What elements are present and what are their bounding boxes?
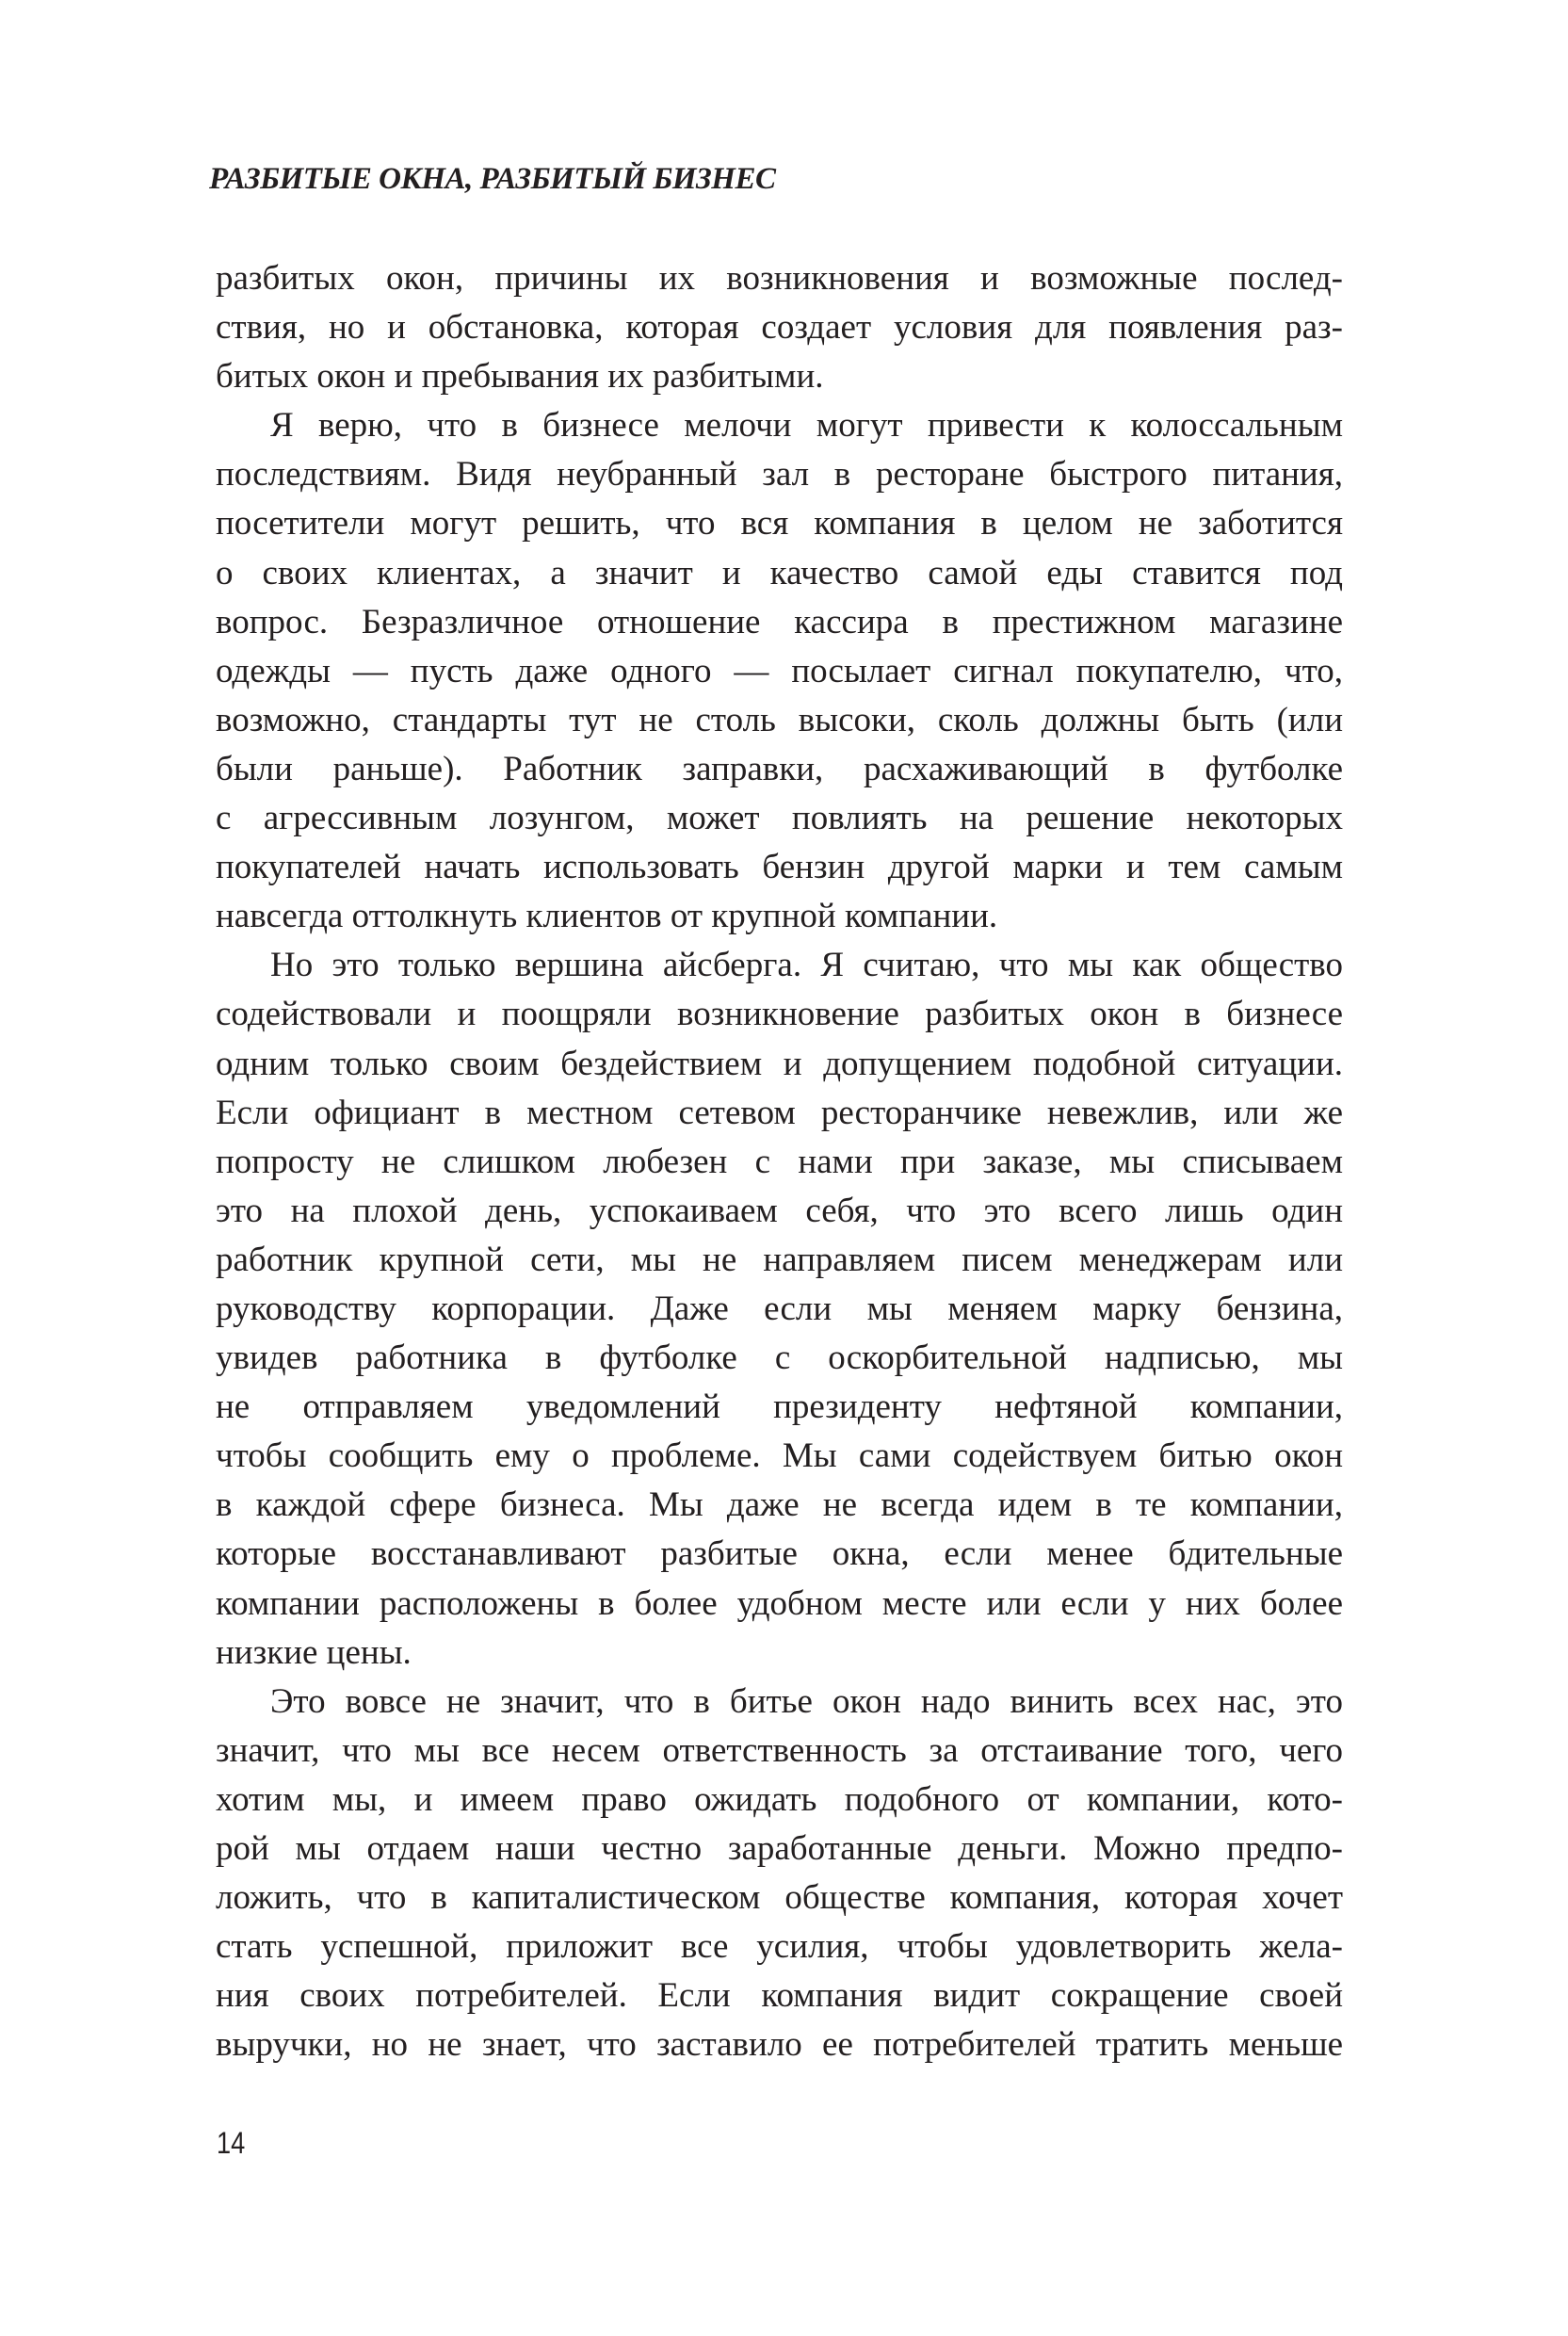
body-text bbox=[216, 254, 1343, 2069]
text-line: содействовали и поощряли возникновение разбитых окон в бизнесе bbox=[216, 995, 1343, 1034]
text-line: были раньше). Работник заправки, расхаживающий в футболке bbox=[216, 749, 1343, 788]
text-line: возможно, стандарты тут не столь высоки, сколь должны быть (или bbox=[216, 700, 1343, 739]
text-line: значит, что мы все несем ответственность за отстаивание того, чего bbox=[216, 1730, 1343, 1770]
text-line: которые восстанавливают разбитые окна, если менее бдительные bbox=[216, 1534, 1343, 1574]
text-line: рой мы отдаем наши честно заработанные деньги. Можно предпо- bbox=[216, 1829, 1343, 1868]
text-line: низкие цены. bbox=[216, 1632, 412, 1672]
text-line: ствия, но и обстановка, которая создает условия для появления раз- bbox=[216, 308, 1343, 348]
paragraph bbox=[216, 401, 1343, 941]
text-line: чтобы сообщить ему о проблеме. Мы сами содействуем битью окон bbox=[216, 1436, 1343, 1476]
text-line: это на плохой день, успокаиваем себя, что это всего лишь один bbox=[216, 1191, 1343, 1230]
text-line: одежды — пусть даже одного — посылает сигнал покупателю, что, bbox=[216, 651, 1343, 690]
text-line: Если официант в местном сетевом ресторанчике невежлив, или же bbox=[216, 1093, 1343, 1132]
text-line: Я верю, что в бизнесе мелочи могут привести к колоссальным bbox=[270, 406, 1343, 446]
text-line: выручки, но не знает, что заставило ее потребителей тратить меньше bbox=[216, 2025, 1343, 2065]
text-line: последствиям. Видя неубранный зал в ресторане быстрого питания, bbox=[216, 455, 1343, 495]
text-line: покупателей начать использовать бензин другой марки и тем самым bbox=[216, 848, 1343, 887]
text-line: Это вовсе не значит, что в битье окон надо винить всех нас, это bbox=[270, 1681, 1343, 1721]
page-number: 14 bbox=[217, 2126, 246, 2160]
text-line: ложить, что в капиталистическом обществе компания, которая хочет bbox=[216, 1878, 1343, 1918]
text-line: не отправляем уведомлений президенту нефтяной компании, bbox=[216, 1387, 1343, 1427]
text-line: вопрос. Безразличное отношение кассира в престижном магазине bbox=[216, 602, 1343, 641]
text-line: работник крупной сети, мы не направляем писем менеджерам или bbox=[216, 1240, 1343, 1279]
text-line: навсегда оттолкнуть клиентов от крупной компании. bbox=[216, 897, 998, 936]
text-line: посетители могут решить, что вся компания в целом не заботится bbox=[216, 504, 1343, 543]
text-line: о своих клиентах, а значит и качество самой еды ставится под bbox=[216, 553, 1343, 592]
running-header: РАЗБИТЫЕ ОКНА, РАЗБИТЫЙ БИЗНЕС bbox=[209, 162, 776, 196]
paragraph bbox=[216, 254, 1343, 401]
paragraph bbox=[216, 1678, 1343, 2070]
text-line: хотим мы, и имеем право ожидать подобного от компании, кото- bbox=[216, 1779, 1343, 1819]
text-line: попросту не слишком любезен с нами при заказе, мы списываем bbox=[216, 1142, 1343, 1181]
text-line: с агрессивным лозунгом, может повлиять на решение некоторых bbox=[216, 799, 1343, 838]
text-line: в каждой сфере бизнеса. Мы даже не всегда идем в те компании, bbox=[216, 1485, 1343, 1525]
paragraph bbox=[216, 941, 1343, 1677]
text-line: одним только своим бездействием и допущением подобной ситуации. bbox=[216, 1044, 1343, 1083]
text-line: ния своих потребителей. Если компания видит сокращение своей bbox=[216, 1976, 1343, 2016]
text-line: разбитых окон, причины их возникновения и возможные послед- bbox=[216, 259, 1343, 298]
text-line: стать успешной, приложит все усилия, чтобы удовлетворить жела- bbox=[216, 1927, 1343, 1967]
text-line: компании расположены в более удобном месте или если у них более bbox=[216, 1583, 1343, 1623]
text-line: увидев работника в футболке с оскорбительной надписью, мы bbox=[216, 1338, 1343, 1378]
text-line: руководству корпорации. Даже если мы меняем марку бензина, bbox=[216, 1289, 1343, 1328]
text-line: Но это только вершина айсберга. Я считаю, что мы как общество bbox=[270, 946, 1343, 985]
text-line: битых окон и пребывания их разбитыми. bbox=[216, 357, 824, 397]
